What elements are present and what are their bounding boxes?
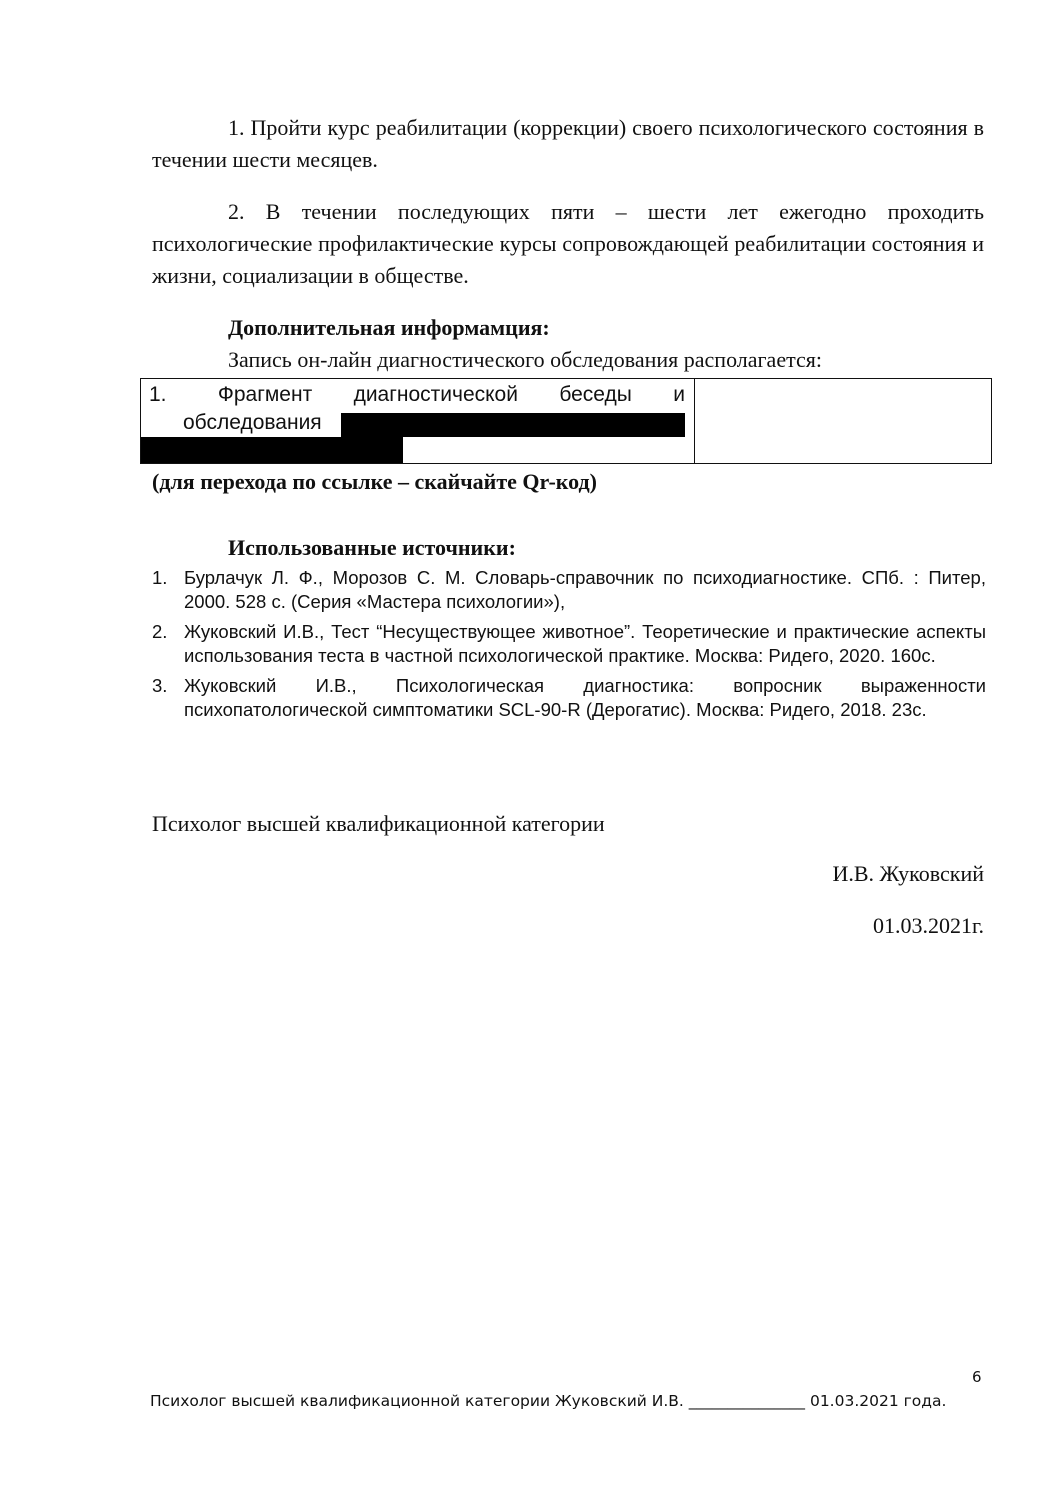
source-number: 3. (152, 675, 168, 696)
source-item (152, 566, 986, 614)
source-number: 1. (152, 567, 168, 588)
qr-word-5: обследования (183, 411, 322, 434)
paragraph-2-text: В течении последующих пяти – шести лет ежегодно проходить психологические профилактические курсы сопровождающей реабилитации состояния и жизни, социализации в обществе. (152, 199, 985, 288)
paragraph-2 (152, 196, 984, 292)
redaction-bar-2 (141, 437, 403, 463)
qr-word-2: диагностической (353, 383, 518, 406)
signature-name: И.В. Жуковский (832, 861, 984, 886)
paragraph-1-number: 1. (228, 115, 245, 140)
qr-note: (для перехода по ссылке – скайчайте Qr-код) (152, 469, 598, 494)
qr-word-4: и (673, 383, 685, 406)
signature-title: Психолог высшей квалификационной категории (152, 811, 605, 836)
qr-code-cell (695, 379, 991, 463)
source-text: Бурлачук Л. Ф., Морозов С. М. Словарь-справочник по психодиагностике. СПб. : Питер, 2000. 528 с. (Серия «Мастера психологии»), (184, 567, 986, 612)
source-text: Жуковский И.В., Тест “Несуществующее животное”. Теоретические и практические аспекты использования теста в частной психологической практике. Москва: Ридего, 2020. 160с. (184, 621, 986, 666)
paragraph-1-text: Пройти курс реабилитации (коррекции) своего психологического состояния в течении шести месяцев. (152, 115, 984, 172)
source-number: 2. (152, 621, 168, 642)
source-item (152, 674, 986, 722)
paragraph-1 (152, 112, 984, 176)
source-item (152, 620, 986, 668)
qr-table-text-cell (141, 379, 695, 463)
sources-heading: Использованные источники: (228, 535, 516, 560)
source-text: Жуковский И.В., Психологическая диагностика: вопросник выраженности психопатологической симптоматики SCL-90-R (Дерогатис). Москва: Ридего, 2018. 23с. (184, 675, 986, 720)
qr-table-line-1 (149, 381, 685, 409)
qr-word-3: беседы (559, 383, 632, 406)
additional-info-heading: Дополнительная информамция: (228, 315, 550, 340)
additional-info-intro: Запись он-лайн диагностического обследования располагается: (228, 347, 822, 372)
signature-date: 01.03.2021г. (872, 913, 984, 938)
redaction-bar-1 (341, 413, 685, 437)
sources-list (152, 566, 986, 728)
page-footer: Психолог высшей квалификационной категории Жуковский И.В. _______________ 01.03.2021 года. (150, 1392, 947, 1410)
qr-item-number: 1. (149, 383, 167, 406)
qr-table (140, 378, 992, 464)
page-number: 6 (972, 1368, 982, 1386)
paragraph-2-number: 2. (228, 199, 245, 224)
qr-word-1: Фрагмент (217, 383, 313, 406)
